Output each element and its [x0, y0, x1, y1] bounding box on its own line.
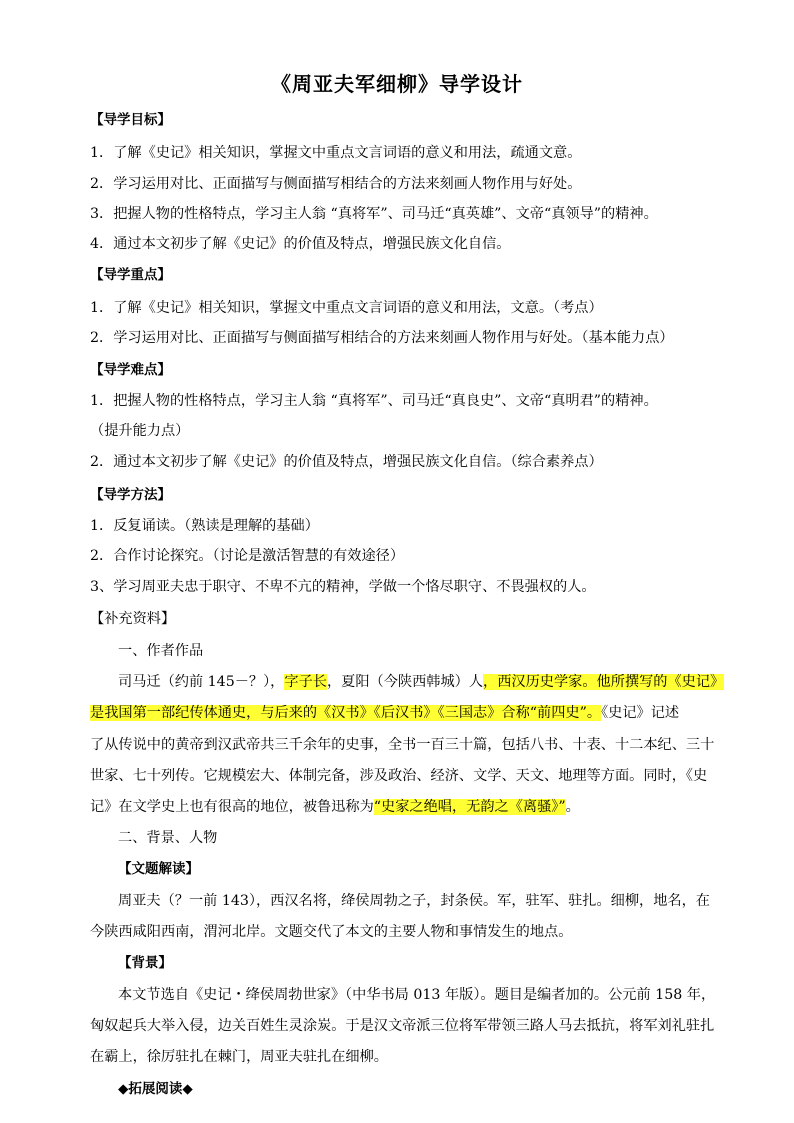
difficult-point-item-1: 1．把握人物的性格特点，学习主人翁 “真将军”、司马迁“真良史”、文帝“真明君”的精神。	[90, 393, 658, 409]
background-heading: 【背景】	[118, 955, 172, 971]
author-text: 司马迁（约前 145－？），	[118, 674, 285, 690]
highlight-luxun-quote: “史家之绝唱，无韵之《离骚》”	[373, 799, 566, 815]
author-text: 。	[565, 799, 580, 815]
author-text: 《史记》记述	[601, 705, 680, 721]
section-author-title: 一、作者作品	[118, 643, 204, 659]
title-interp-line-2: 今陕西咸阳西南，渭河北岸。文题交代了本文的主要人物和事情发生的地点。	[90, 924, 573, 940]
supplement-heading: 【补充资料】	[90, 611, 176, 627]
title-interpretation-heading: 【文题解读】	[118, 861, 199, 877]
author-para-line-2	[90, 703, 715, 723]
goal-item-1: 1．了解《史记》相关知识，掌握文中重点文言词语的意义和用法，疏通文意。	[90, 145, 582, 161]
author-text: 记》在文学史上也有很高的地位，被鲁迅称为	[90, 799, 374, 815]
goal-item-3: 3．把握人物的性格特点，学习主人翁 “真将军”、司马迁“真英雄”、文帝“真领导”的精神。	[90, 206, 658, 222]
document-title: 《周亚夫军细柳》导学设计	[271, 72, 523, 96]
section-background-title: 二、背景、人物	[118, 830, 218, 846]
highlight-courtesy-name: 字子长	[284, 674, 327, 690]
author-text: ，夏阳（今陕西韩城）人	[326, 674, 484, 690]
difficult-points-heading: 【导学难点】	[90, 362, 171, 378]
goal-item-4: 4．通过本文初步了解《史记》的价值及特点，增强民族文化自信。	[90, 236, 511, 252]
goals-heading: 【导学目标】	[90, 112, 171, 128]
key-point-item-1: 1．了解《史记》相关知识，掌握文中重点文言词语的意义和用法，文意。（考点）	[90, 300, 603, 316]
method-item-3: 3、学习周亚夫忠于职守、不卑不亢的精神，学做一个恪尽职守、不畏强权的人。	[90, 579, 596, 595]
highlight-four-histories: 是我国第一部纪传体通史，与后来的《汉书》《后汉书》《三国志》合称“前四史”。	[90, 705, 602, 721]
author-para-line-3: 了从传说中的黄帝到汉武帝共三千余年的史事，全书一百三十篇，包括八书、十表、十二本纪、三十	[90, 737, 715, 753]
background-line-3: 在霸上，徐厉驻扎在棘门，周亚夫驻扎在细柳。	[90, 1049, 388, 1065]
difficult-point-item-1-cont: （提升能力点）	[90, 423, 190, 439]
author-para-line-5	[90, 797, 715, 817]
highlight-historian: ，西汉历史学家。他所撰写的《史记》	[483, 674, 725, 690]
author-para-line-1	[118, 672, 725, 692]
method-item-2: 2．合作讨论探究。（讨论是激活智慧的有效途径）	[90, 548, 405, 564]
title-interp-line-1: 周亚夫（？一前 143），西汉名将，绛侯周勃之子，封条侯。军，驻军、驻扎。细柳，地名，在	[118, 893, 710, 909]
author-para-line-4: 世家、七十列传。它规模宏大、体制完备，涉及政治、经济、文学、天文、地理等方面。同时，《史	[90, 768, 708, 784]
key-points-heading: 【导学重点】	[90, 267, 171, 283]
background-line-1: 本文节选自《史记・绛侯周勃世家》（中华书局 013 年版）。题目是编者加的。公元前 158 年，	[118, 987, 716, 1003]
key-point-item-2: 2．学习运用对比、正面描写与侧面描写相结合的方法来刻画人物作用与好处。（基本能力点）	[90, 330, 674, 346]
extended-reading-heading: ◆拓展阅读◆	[118, 1081, 193, 1097]
methods-heading: 【导学方法】	[90, 487, 171, 503]
difficult-point-item-2: 2．通过本文初步了解《史记》的价值及特点，增强民族文化自信。（综合素养点）	[90, 454, 603, 470]
goal-item-2: 2．学习运用对比、正面描写与侧面描写相结合的方法来刻画人物作用与好处。	[90, 176, 582, 192]
method-item-1: 1．反复诵读。（熟读是理解的基础）	[90, 518, 319, 534]
background-line-2: 匈奴起兵大举入侵，边关百姓生灵涂炭。于是汉文帝派三位将军带领三路人马去抵抗，将军刘礼驻扎	[90, 1018, 715, 1034]
